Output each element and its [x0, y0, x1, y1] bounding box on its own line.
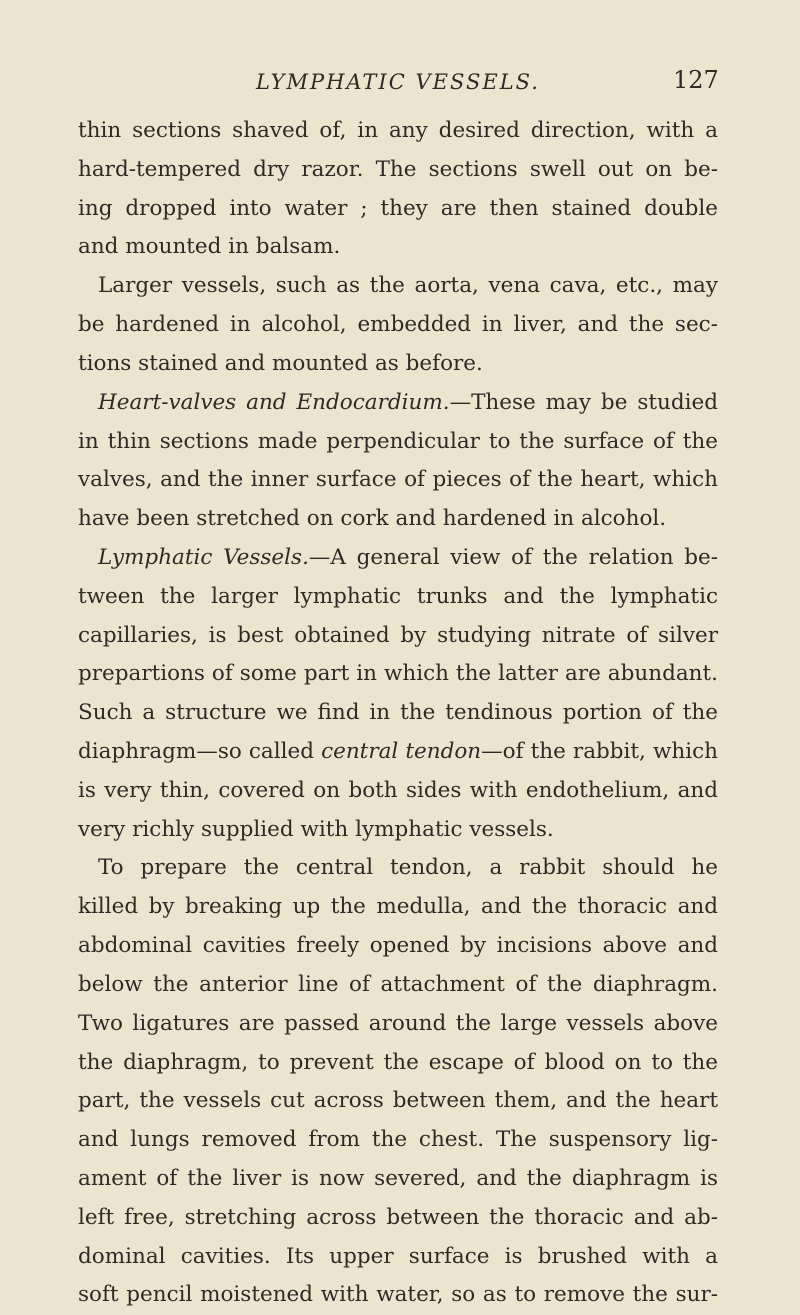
text-line: prepartions of some part in which the latter are abundant.	[78, 661, 718, 687]
text-line: thin sections shaved of, in any desired direction, with a	[78, 118, 718, 143]
section-heading: Lymphatic Vessels.	[98, 544, 309, 570]
text-line: Heart-valves and Endocardium.—These may be studied	[98, 389, 718, 415]
text-line: in thin sections made perpendicular to the surface of the	[78, 428, 718, 454]
text-line: tions stained and mounted as before.	[78, 350, 483, 376]
text-line: and lungs removed from the chest. The suspensory lig-	[78, 1127, 718, 1153]
text-line: Larger vessels, such as the aorta, vena cava, etc., may	[98, 273, 718, 299]
italic-term: central tendon	[321, 739, 482, 764]
page-number: 127	[673, 66, 719, 94]
text-line: diaphragm—so called central tendon—of the rabbit, which	[78, 739, 718, 764]
text-line: dominal cavities. Its upper surface is brushed with a	[78, 1243, 718, 1269]
text-line: be hardened in alcohol, embedded in liver, and the sec-	[78, 312, 718, 338]
text-line: have been stretched on cork and hardened in alcohol.	[78, 506, 667, 532]
text-line: is very thin, covered on both sides with endothelium, and	[78, 777, 718, 803]
text-line: very richly supplied with lymphatic vessels.	[78, 816, 554, 842]
text-line: To prepare the central tendon, a rabbit should he	[98, 855, 718, 881]
running-header	[0, 62, 800, 102]
text-line: soft pencil moistened with water, so as to remove the sur-	[78, 1282, 718, 1308]
text-line: tween the larger lymphatic trunks and the lymphatic	[78, 583, 718, 609]
text-line: the diaphragm, to prevent the escape of blood on to the	[78, 1049, 718, 1075]
text-line: Lymphatic Vessels.—A general view of the relation be-	[98, 544, 718, 570]
text-line: ament of the liver is now severed, and the diaphragm is	[78, 1165, 718, 1191]
text-line: below the anterior line of attachment of the diaphragm.	[78, 971, 718, 997]
text-line: abdominal cavities freely opened by incisions above and	[78, 933, 718, 959]
text-line: part, the vessels cut across between them, and the heart	[78, 1088, 718, 1114]
text-line: killed by breaking up the medulla, and the thoracic and	[78, 894, 718, 920]
running-title: LYMPHATIC VESSELS.	[256, 70, 540, 94]
text-line: capillaries, is best obtained by studying nitrate of silver	[78, 622, 718, 648]
section-heading: Heart-valves and Endocardium.	[98, 389, 450, 415]
text-line: ing dropped into water ; they are then stained double	[78, 195, 718, 221]
text-line: Such a structure we find in the tendinous portion of the	[78, 700, 718, 726]
text-line: left free, stretching across between the thoracic and ab-	[78, 1204, 718, 1230]
text-line: valves, and the inner surface of pieces of the heart, which	[78, 467, 718, 493]
text-line: hard-tempered dry razor. The sections swell out on be-	[78, 156, 718, 182]
text-line: and mounted in balsam.	[78, 234, 341, 260]
body-text	[78, 112, 718, 1315]
text-line: Two ligatures are passed around the large vessels above	[78, 1010, 718, 1036]
